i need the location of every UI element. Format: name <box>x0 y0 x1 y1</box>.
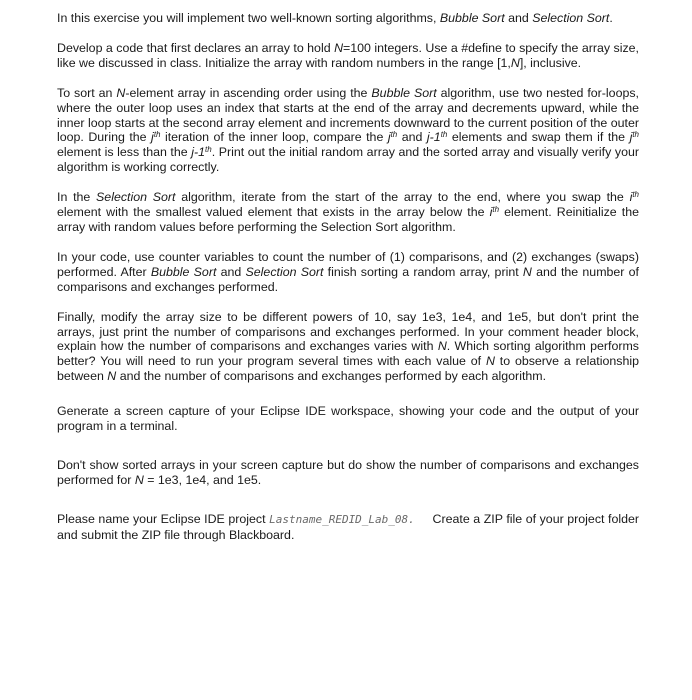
variable-n: N <box>334 40 344 55</box>
variable-j: j <box>426 130 430 145</box>
paragraph-submission <box>57 511 643 543</box>
variable-n: N <box>485 354 495 369</box>
text: To sort an <box>57 85 117 100</box>
paragraph-selection-sort <box>57 190 639 235</box>
text: element. Reinitialize the array with random values before performing the Selection Sort algorithm. <box>57 205 639 234</box>
text: Generate a screen capture of your Eclipse IDE workspace, showing your code and the output of your program in a terminal. <box>57 404 639 434</box>
variable-n: N <box>522 264 532 279</box>
paragraph-show-counts <box>57 458 639 488</box>
paragraph-array-sizes <box>57 310 639 385</box>
text: elements and swap them if the <box>447 130 630 145</box>
text: Create a ZIP file of your project folder and submit the ZIP file through Blackboard. <box>57 511 643 542</box>
bubble-sort-term: Bubble Sort <box>150 264 217 279</box>
ordinal-suffix: th <box>205 145 212 155</box>
selection-sort-term: Selection Sort <box>532 11 610 25</box>
index-offset: -1 <box>193 145 206 160</box>
ordinal-suffix: th <box>153 130 161 140</box>
variable-n: N <box>437 339 447 354</box>
text: and <box>504 11 533 25</box>
text: Finally, modify the array size to be different powers of 10, say 1e3, 1e4, and 1e5, but don't print the arrays, just print the number of comparisons and exchanges performed. In your comment header block, explain how the number of comparisons and exchanges varies with <box>57 309 639 354</box>
text: ], inclusive. <box>519 55 582 70</box>
text: In your code, use counter variables to count the number of (1) comparisons, and (2) exchanges (swaps) performed. After <box>57 249 639 279</box>
text: and the number of comparisons and exchanges performed. <box>57 264 639 294</box>
text: Develop a code that first declares an array to hold <box>57 40 335 55</box>
text: finish sorting a random array, print <box>323 264 523 279</box>
variable-j: j <box>151 130 154 145</box>
bubble-sort-term: Bubble Sort <box>439 11 505 25</box>
paragraph-intro <box>57 11 639 26</box>
paragraph-array-setup <box>57 41 639 71</box>
project-name: Lastname_REDID_Lab_08. <box>269 512 415 526</box>
paragraph-counters <box>57 250 639 295</box>
text: element with the smallest valued element that exists in the array below the <box>57 205 490 220</box>
paragraph-bubble-sort <box>57 86 639 175</box>
text: Don't show sorted arrays in your screen capture but do show the number of comparisons and exchanges performed for <box>57 457 639 487</box>
text: iteration of the inner loop, compare the <box>160 130 388 145</box>
variable-n: N <box>107 369 117 384</box>
text: . <box>609 11 613 25</box>
variable-j: j <box>629 130 633 145</box>
ordinal-suffix: th <box>440 130 448 140</box>
text: -element array in ascending order using the <box>125 85 372 100</box>
text: and <box>216 264 246 279</box>
variable-n: N <box>116 85 126 100</box>
index-offset: -1 <box>429 130 441 145</box>
text: . Which sorting algorithm performs better? You will need to run your program several times with each value of <box>57 339 639 369</box>
text: = 1e3, 1e4, and 1e5. <box>143 472 262 487</box>
paragraph-screen-capture <box>57 404 639 434</box>
variable-n: N <box>134 472 144 487</box>
bubble-sort-term: Bubble Sort <box>371 85 437 100</box>
variable-j: j <box>387 130 391 145</box>
text: . Print out the initial random array and the sorted array and visually verify your algorithm is working correctly. <box>57 145 639 175</box>
variable-i: i <box>489 205 493 220</box>
text: algorithm, iterate from the start of the array to the end, where you swap the <box>175 190 630 205</box>
text: algorithm, use two nested for-loops, where the outer loop uses an index that starts at the end of the array and decrements upward, while the inner loop starts at the second array element and increments downward to the current position of the outer loop. During the <box>57 85 639 145</box>
selection-sort-term: Selection Sort <box>96 190 176 205</box>
ordinal-suffix: th <box>632 190 639 200</box>
variable-i: i <box>629 190 633 205</box>
text: and the number of comparisons and exchanges performed by each algorithm. <box>116 369 547 384</box>
selection-sort-term: Selection Sort <box>245 264 324 279</box>
variable-n: N <box>510 55 520 70</box>
ordinal-suffix: th <box>390 130 398 140</box>
text: In this exercise you will implement two well-known sorting algorithms, <box>57 11 440 25</box>
ordinal-suffix: th <box>492 205 500 215</box>
text: In the <box>57 190 97 205</box>
text: element is less than the <box>57 145 192 160</box>
text: to observe a relationship between <box>57 354 639 384</box>
text: and <box>397 130 427 145</box>
assignment-document <box>57 11 643 558</box>
text: Please name your Eclipse IDE project <box>57 511 270 526</box>
ordinal-suffix: th <box>632 130 639 140</box>
text: =100 integers. Use a #define to specify the array size, like we discussed in class. Initialize the array with random numbers in the range [1, <box>57 40 639 70</box>
variable-j: j <box>191 145 194 160</box>
